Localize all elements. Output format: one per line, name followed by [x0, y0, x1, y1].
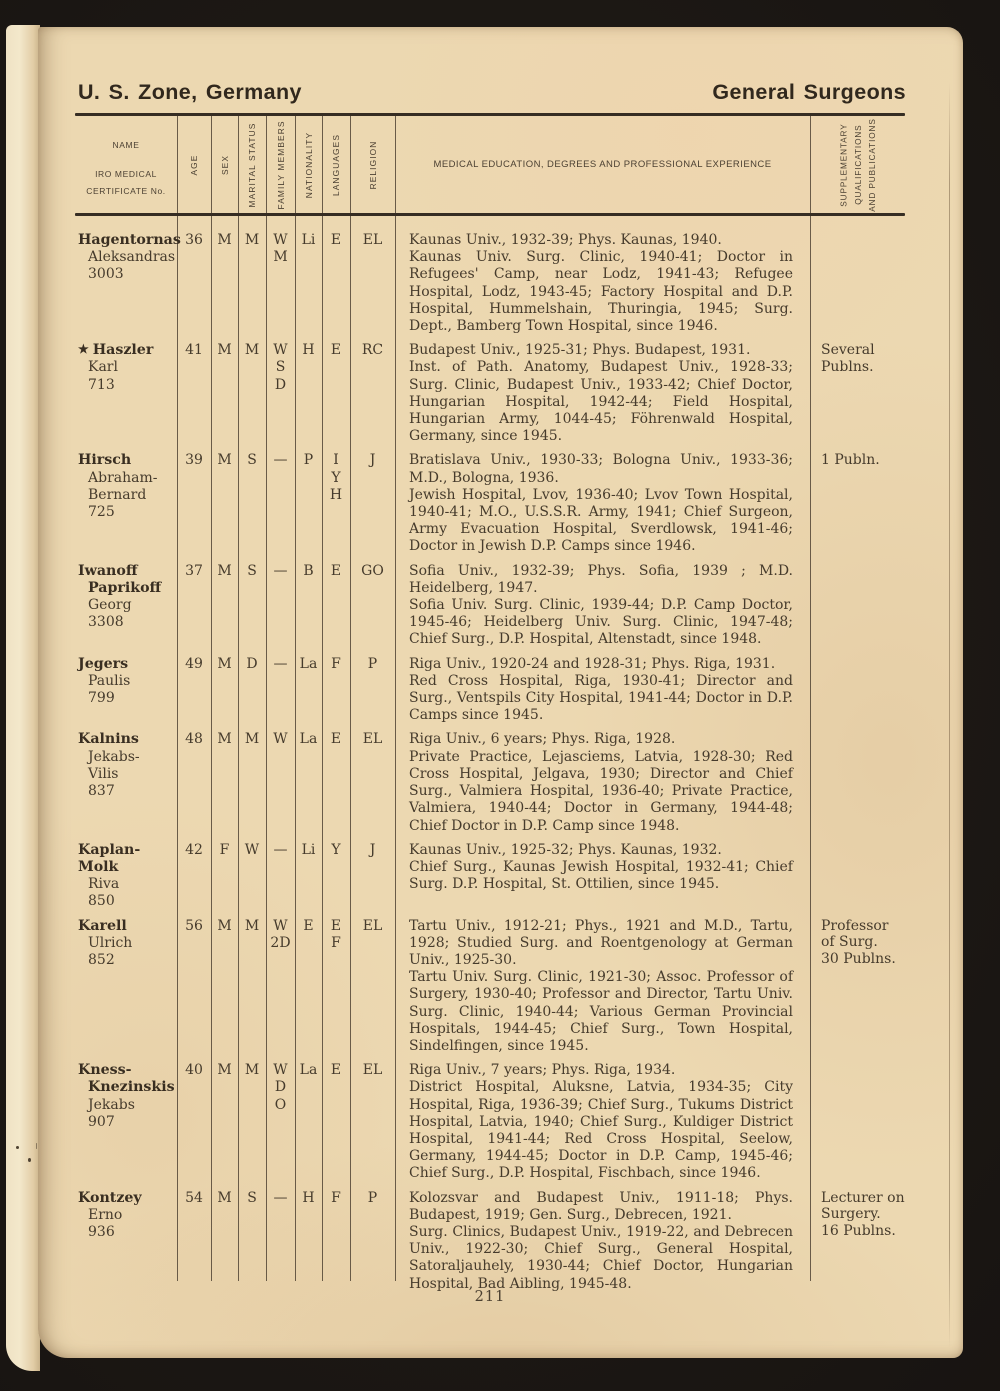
supplementary-cell [810, 918, 905, 968]
family-member-code: W [273, 917, 288, 934]
nationality-cell: La [299, 655, 318, 672]
header-supplementary-line: SUPPLEMENTARY [839, 122, 849, 207]
supplementary-cell [810, 342, 905, 376]
sex-cell: M [217, 342, 232, 359]
certificate-number: 3003 [88, 266, 124, 283]
column-header-languages: LANGUAGES [330, 133, 341, 196]
nationality-cell: La [299, 731, 318, 748]
nationality-cell: P [303, 452, 314, 469]
marital-status-cell: M [244, 232, 260, 248]
nationality-cell: E [303, 917, 314, 934]
age-cell: 56 [185, 917, 203, 934]
education-cell [395, 1190, 810, 1293]
column-divider [350, 116, 351, 213]
languages-cell [322, 918, 350, 952]
sex-cell: M [217, 562, 232, 579]
table-row [75, 656, 905, 725]
family-member-code: — [273, 562, 288, 579]
education-paragraph: Bratislava Univ., 1930-33; Bologna Univ., 1933-36; M.D., Bologna, 1936. [409, 452, 793, 486]
age-cell: 40 [185, 1062, 203, 1079]
religion-cell: EL [362, 1062, 383, 1079]
marital-status-cell: W [244, 841, 260, 858]
previous-page-edge [6, 25, 40, 1371]
languages-cell [322, 1190, 350, 1207]
languages-cell [322, 232, 350, 249]
marital-status-cell: M [244, 342, 260, 359]
language-code: H [329, 486, 343, 503]
column-header-name [75, 116, 177, 213]
certificate-number: 3308 [88, 614, 124, 631]
family-member-code: — [273, 452, 288, 469]
language-code: F [331, 1189, 341, 1206]
given-name-line: Abraham- [88, 469, 158, 486]
certificate-number: 907 [88, 1113, 115, 1130]
supplementary-line: Publns. [821, 359, 874, 376]
family-members-cell [266, 731, 295, 748]
column-header-nationality: NATIONALITY [303, 131, 314, 198]
language-code: E [330, 232, 342, 248]
column-divider [211, 116, 212, 213]
family-member-code: 2D [270, 934, 291, 951]
given-name-line: Riva [88, 876, 120, 893]
certificate-number: 936 [88, 1223, 115, 1240]
family-members-cell [266, 1190, 295, 1207]
age-cell: 36 [185, 232, 203, 248]
name-cell [75, 232, 181, 284]
name-cell [75, 842, 177, 911]
column-header-family-members: FAMILY MEMBERS [275, 119, 286, 210]
sex-cell: M [217, 452, 232, 469]
table-row [75, 1062, 905, 1182]
family-members-cell [266, 232, 295, 266]
language-code: E [330, 731, 342, 748]
nationality-cell: B [303, 562, 314, 579]
table-row [75, 342, 905, 445]
language-code: Y [331, 841, 341, 858]
certificate-number: 725 [88, 504, 115, 521]
education-paragraph: Budapest Univ., 1925-31; Phys. Budapest, 1931. [409, 342, 751, 359]
religion-cell: EL [362, 232, 383, 248]
page-sheet [38, 27, 963, 1358]
table-row [75, 918, 905, 1056]
surname-line: Hagentornas [78, 232, 181, 248]
sex-cell: M [217, 917, 232, 934]
family-member-code: W [273, 731, 288, 748]
marital-status-cell: S [247, 1189, 257, 1206]
language-code: E [330, 1062, 342, 1079]
column-divider [295, 116, 296, 213]
name-cell [75, 731, 177, 800]
education-cell [395, 842, 810, 894]
language-code: F [331, 655, 341, 672]
column-divider [177, 116, 178, 213]
age-cell: 41 [185, 342, 203, 359]
sex-cell: M [217, 1189, 232, 1206]
nationality-cell: Li [301, 232, 316, 248]
education-cell [395, 1062, 810, 1182]
age-cell: 42 [185, 841, 203, 858]
table-row [75, 452, 905, 555]
family-members-cell [266, 656, 295, 673]
given-name-line: Bernard [88, 486, 147, 503]
column-header-sex: SEX [219, 154, 230, 175]
nationality-cell: La [299, 1062, 318, 1079]
given-name-line: Karl [88, 359, 118, 376]
family-member-code: M [273, 249, 288, 266]
table-row [75, 731, 905, 834]
certificate-number: 713 [88, 376, 115, 393]
education-cell [395, 342, 810, 445]
family-member-code: S [275, 359, 286, 376]
supplementary-line: 30 Publns. [821, 951, 896, 968]
education-paragraph: Kaunas Univ., 1925-32; Phys. Kaunas, 1932. [409, 841, 722, 858]
page-title-region: U. S. Zone, Germany [78, 80, 302, 104]
surname-line: Kontzey [78, 1189, 142, 1206]
sex-cell: M [217, 1062, 232, 1079]
religion-cell: J [369, 452, 376, 469]
given-name-line: Vilis [88, 765, 119, 782]
family-member-code: D [274, 376, 287, 393]
surname-line: Kness- [78, 1062, 132, 1079]
religion-cell: EL [362, 731, 383, 748]
column-header-marital-status: MARITAL STATUS [246, 122, 257, 207]
education-paragraph: Chief Surg., Kaunas Jewish Hospital, 1932-41; Chief Surg. D.P. Hospital, St. Ottilien, since 1945. [409, 858, 793, 893]
supplementary-line: of Surg. [821, 934, 878, 951]
family-member-code: — [273, 841, 288, 858]
column-header-religion: RELIGION [367, 140, 378, 189]
languages-cell [322, 1062, 350, 1079]
marital-status-cell: S [247, 452, 257, 469]
name-cell [75, 342, 177, 394]
certificate-number: 837 [88, 783, 115, 800]
given-name-line: Jekabs- [88, 748, 140, 765]
education-paragraph: Riga Univ., 6 years; Phys. Riga, 1928. [409, 731, 676, 748]
family-member-code: W [273, 232, 288, 248]
table-row [75, 1190, 905, 1293]
surname-line: Kaplan-Molk [78, 841, 141, 875]
given-name-line: Paulis [88, 672, 131, 689]
family-member-code: — [273, 655, 288, 672]
surname-line: Karell [78, 917, 127, 934]
family-members-cell [266, 918, 295, 952]
header-name-line: CERTIFICATE No. [86, 186, 166, 196]
given-name-line: Ulrich [88, 934, 133, 951]
family-member-code: D [274, 1079, 287, 1096]
ink-speck [28, 1158, 31, 1162]
family-members-cell [266, 563, 295, 580]
education-paragraph: Tartu Univ., 1912-21; Phys., 1921 and M.D., Tartu, 1928; Studied Surg. and Roentgenology at German Univ., 1925-30. [409, 917, 793, 968]
language-code: I [333, 452, 339, 469]
name-cell [75, 452, 177, 521]
name-cell [75, 563, 177, 632]
page-number: 211 [474, 1289, 506, 1305]
religion-cell: P [367, 1189, 378, 1206]
surname-line: Iwanoff [78, 562, 138, 579]
education-paragraph: Surg. Clinics, Budapest Univ., 1919-22, and Debrecen Univ., 1922-30; Chief Surg., General Hospital, Satoraljauhely, 1930-44; Chief Doctor, Hungarian Hospital, Bad Aibling, 1945-48. [409, 1223, 793, 1292]
given-name-line: Aleksandras [88, 249, 176, 266]
languages-cell [322, 452, 350, 504]
surname-line: Jegers [78, 655, 129, 672]
language-code: E [330, 342, 342, 359]
column-divider [322, 116, 323, 213]
surname-line: Kalnins [78, 731, 139, 748]
family-members-cell [266, 842, 295, 859]
languages-cell [322, 342, 350, 359]
education-paragraph: District Hospital, Aluksne, Latvia, 1934-35; City Hospital, Riga, 1936-39; Chief Surg., Tukums District Hospital, Latvia, 1940; Chief Surg., Kuldiger District Hospital, 1941-44; Red Cross Hospital, Seelow, Germany, 1944-45; Doctor in D.P. Camp, 1945-46; Chief Surg., D.P. Hospital, Fischbach, since 1946. [409, 1079, 793, 1182]
supplementary-line: Lecturer on [821, 1189, 905, 1206]
header-supplementary-line: QUALIFICATIONS [853, 124, 863, 205]
nationality-cell: H [302, 342, 315, 359]
name-cell [75, 656, 177, 708]
languages-cell [322, 656, 350, 673]
column-divider [395, 116, 396, 213]
column-divider [810, 116, 811, 213]
table-rows [75, 216, 905, 1300]
nationality-cell: Li [301, 841, 316, 858]
sex-cell: F [219, 841, 230, 858]
language-code: Y [331, 469, 341, 486]
education-paragraph: Tartu Univ. Surg. Clinic, 1921-30; Assoc. Professor of Surgery, 1930-40; Professor and Director, Tartu Univ. Surg. Clinic, 1940-44; Various German Provincial Hospitals, 1944-45; Chief Surg., Town Hospital, Sindelfingen, since 1945. [409, 969, 793, 1054]
given-name-line: Erno [88, 1206, 123, 1223]
surname-line: Hirsch [78, 452, 132, 469]
given-name-line: Jekabs [88, 1096, 135, 1113]
name-cell [75, 918, 177, 970]
column-header-age: AGE [188, 154, 199, 175]
marital-status-cell: M [244, 1062, 260, 1079]
languages-cell [322, 731, 350, 748]
family-member-code: W [273, 342, 288, 359]
education-paragraph: Red Cross Hospital, Riga, 1930-41; Director and Surg., Ventspils City Hospital, 1941-44; Doctor in D.P. Camps since 1945. [409, 672, 793, 724]
table-row [75, 232, 905, 335]
surname-line: Knezinskis [88, 1079, 175, 1096]
table-row [75, 563, 905, 649]
family-members-cell [266, 1062, 295, 1114]
education-cell [395, 563, 810, 649]
religion-cell: P [367, 655, 378, 672]
age-cell: 49 [185, 655, 203, 672]
header-supplementary-line: AND PUBLICATIONS [868, 117, 878, 212]
sex-cell: M [217, 655, 232, 672]
table-body [75, 216, 905, 1292]
surname-line: ★ Haszler [78, 342, 154, 359]
education-paragraph: Kaunas Univ. Surg. Clinic, 1940-41; Doctor in Refugees' Camp, near Lodz, 1941-43; Refugee Hospital, Lodz, 1943-45; Factory Hospital and D.P. Hospital, Hummelshain, Thuringia, 1945; Surg. Dept., Bamberg Town Hospital, since 1946. [409, 249, 793, 335]
education-cell [395, 656, 810, 725]
languages-cell [322, 563, 350, 580]
age-cell: 54 [185, 1189, 203, 1206]
supplementary-line: Surgery. [821, 1206, 881, 1223]
supplementary-line: Professor [821, 917, 889, 934]
column-header-education: MEDICAL EDUCATION, DEGREES AND PROFESSIONAL EXPERIENCE [433, 158, 772, 170]
language-code: E [330, 562, 342, 579]
table-row [75, 842, 905, 911]
given-name-line: Georg [88, 597, 132, 614]
name-cell [75, 1190, 177, 1242]
family-member-code: W [273, 1062, 288, 1079]
column-divider [238, 116, 239, 213]
certificate-number: 799 [88, 690, 115, 707]
marital-status-cell: M [244, 731, 260, 748]
religion-cell: RC [361, 342, 384, 359]
supplementary-line: Several [821, 342, 875, 359]
education-cell [395, 232, 810, 335]
age-cell: 48 [185, 731, 203, 748]
page-title-specialty: General Surgeons [712, 80, 906, 104]
education-paragraph: Kaunas Univ., 1932-39; Phys. Kaunas, 1940. [409, 232, 722, 248]
star-icon: ★ [78, 342, 89, 357]
marital-status-cell: D [246, 655, 258, 672]
sex-cell: M [217, 232, 232, 248]
header-name-line: NAME [112, 140, 140, 150]
education-paragraph: Jewish Hospital, Lvov, 1936-40; Lvov Town Hospital, 1940-41; M.O., U.S.S.R. Army, 1941; Chief Surgeon, Army Evacuation Hospital, Sverdlowsk, 1941-46; Doctor in Jewish D.P. Camps since 1946. [409, 486, 793, 555]
marital-status-cell: S [247, 562, 257, 579]
family-member-code: O [274, 1096, 287, 1113]
education-paragraph: Kolozsvar and Budapest Univ., 1911-18; Phys. Budapest, 1919; Gen. Surg., Debrecen, 1921. [409, 1189, 793, 1223]
languages-cell [322, 842, 350, 859]
education-cell [395, 731, 810, 834]
age-cell: 37 [185, 562, 203, 579]
ink-speck [16, 1146, 19, 1149]
column-divider [266, 116, 267, 213]
table-header [75, 116, 905, 213]
religion-cell: EL [362, 917, 383, 934]
religion-cell: J [369, 841, 376, 858]
family-members-cell [266, 452, 295, 469]
supplementary-line: 16 Publns. [821, 1223, 896, 1240]
supplementary-line: 1 Publn. [821, 452, 880, 469]
sex-cell: M [217, 731, 232, 748]
education-paragraph: Private Practice, Lejasciems, Latvia, 1928-30; Red Cross Hospital, Jelgava, 1930; Director and Chief Surg., Valmiera Hospital, 1936-40; Private Practice, Valmiera, 1940-44; Doctor in Germany, 1944-48; Chief Doctor in D.P. Camp since 1948. [409, 748, 793, 834]
certificate-number: 852 [88, 951, 115, 968]
education-cell [395, 452, 810, 555]
family-members-cell [266, 342, 295, 394]
religion-cell: GO [361, 562, 384, 579]
education-paragraph: Inst. of Path. Anatomy, Budapest Univ., 1928-33; Surg. Clinic, Budapest Univ., 1933-42; Chief Doctor, Hungarian Hospital, 1942-44; Field Hospital, Hungarian Army, 1044-45; Föhrenwald Hospital, Germany, since 1945. [409, 359, 793, 445]
nationality-cell: H [302, 1189, 315, 1206]
supplementary-cell [810, 452, 905, 469]
education-paragraph: Sofia Univ. Surg. Clinic, 1939-44; D.P. Camp Doctor, 1945-46; Heidelberg Univ. Surg. Clinic, 1947-48; Chief Surg., D.P. Hospital, Altenstadt, since 1948. [409, 597, 793, 648]
language-code: F [331, 934, 341, 951]
family-member-code: — [273, 1189, 288, 1206]
column-header-supplementary [837, 118, 880, 211]
language-code: E [330, 917, 342, 934]
certificate-number: 850 [88, 893, 115, 910]
ink-speck [36, 1143, 37, 1149]
name-cell [75, 1062, 177, 1131]
marital-status-cell: M [244, 917, 260, 934]
surname-line: Paprikoff [88, 579, 162, 596]
age-cell: 39 [185, 452, 203, 469]
supplementary-cell [810, 1190, 905, 1240]
education-paragraph: Riga Univ., 1920-24 and 1928-31; Phys. Riga, 1931. [409, 655, 776, 672]
education-cell [395, 918, 810, 1056]
education-paragraph: Sofia Univ., 1932-39; Phys. Sofia, 1939 ; M.D. Heidelberg, 1947. [409, 562, 793, 596]
header-name-line: IRO MEDICAL [95, 169, 157, 179]
education-paragraph: Riga Univ., 7 years; Phys. Riga, 1934. [409, 1062, 676, 1079]
